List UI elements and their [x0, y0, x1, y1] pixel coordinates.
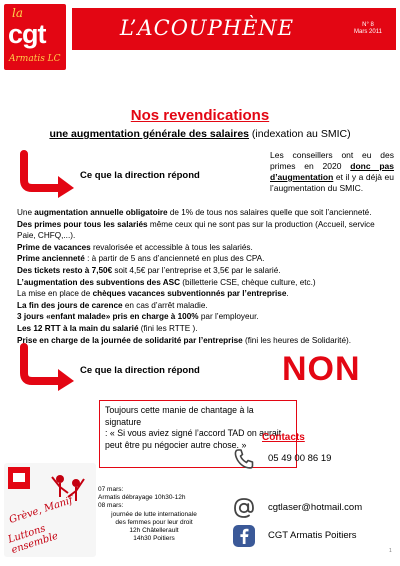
page-number: 1	[389, 548, 392, 554]
demand-item-text: revalorisée et accessible à tous les salariés.	[90, 242, 253, 252]
contact-facebook	[232, 524, 398, 550]
demand-item-bold: Prise en charge de la journée de solidarité par l’entreprise	[17, 335, 243, 345]
demand-item-bold: Les 12 RTT à la main du salarié	[17, 323, 139, 333]
calendar-line: 12h Châtellerault	[129, 527, 179, 535]
demand-item	[17, 230, 395, 242]
demand-item	[17, 323, 395, 335]
demand-item-bold: chèques vacances subventionnés par l’entreprise	[92, 289, 287, 299]
subtitle-rest: (indexation au SMIC)	[249, 128, 351, 140]
demand-item-text: en cas d’arrêt maladie.	[122, 300, 208, 310]
facebook-icon	[232, 524, 256, 548]
demand-item-text: (billetterie CSE, chèque culture, etc.)	[180, 277, 316, 287]
demand-item-bold: L’augmentation des subventions des ASC	[17, 277, 181, 287]
subtitle	[0, 128, 400, 140]
red-arrow-icon	[14, 343, 78, 391]
demand-item	[17, 277, 395, 289]
cgt-logo	[4, 4, 66, 70]
contact-phone	[232, 447, 398, 473]
demands-list	[17, 207, 395, 346]
demand-item-bold: augmentation annuelle obligatoire	[34, 208, 168, 217]
demand-item	[17, 242, 395, 254]
issue-info	[342, 22, 394, 36]
demand-item	[17, 288, 395, 300]
subtitle-bold: une augmentation générale des salaires	[49, 128, 250, 140]
note-line-2: : « Si vous aviez signé l’accord TAD on aurait	[105, 428, 282, 438]
logo-armatis-text: Armatis LC	[9, 54, 61, 64]
response-text-before: Les conseillers ont eu des primes en 2020	[270, 150, 394, 171]
demand-item-bold: La fin des jours de carence	[17, 300, 123, 310]
demand-item-text: soit 4,5€ par l’entreprise et 3,5€ par le salarié.	[112, 265, 281, 275]
issue-date: Mars 2011	[354, 29, 382, 35]
contact-email	[232, 496, 398, 522]
response-text-after: et il y a déjà eu l’augmentation du SMIC.	[270, 172, 394, 193]
at-sign-icon	[232, 496, 256, 520]
demand-item	[17, 265, 395, 277]
main-title: Nos revendications	[130, 107, 270, 124]
strike-text-1: Grève, Manif	[7, 495, 75, 526]
direction-response-label: Ce que la direction répond	[80, 170, 200, 181]
demand-item-text: (fini les RTTE ).	[138, 323, 198, 333]
contacts-title: Contacts	[262, 432, 305, 443]
demand-item	[17, 300, 395, 312]
calendar-line: 07 mars:	[98, 486, 124, 493]
calendar-line: Armatis débrayage 10h30-12h	[98, 494, 186, 502]
calendar-line: journée de lutte internationale	[111, 510, 197, 518]
demand-item-text: Paie, CHFQ,...).	[17, 231, 76, 241]
demand-item-text: de 1% de tous nos salaires quelle que soit l’ancienneté.	[167, 208, 372, 217]
demand-item-text: même ceux qui ne sont pas sur la production (Accueil, service	[147, 219, 375, 229]
direction-response-label-2: Ce que la direction répond	[80, 365, 200, 376]
demand-item-text: .	[286, 289, 289, 299]
calendar-line: 08 mars:	[98, 502, 124, 510]
email-address: cgtlaser@hotmail.com	[268, 502, 363, 513]
header	[0, 0, 400, 72]
red-arrow-icon	[14, 150, 78, 198]
demand-item	[17, 311, 395, 323]
demand-item-text: Une	[17, 208, 35, 217]
note-line-3: peut être pu négocier autre chose. »	[105, 439, 247, 450]
direction-response-text	[270, 150, 394, 194]
demand-item-text: : à partir de 5 ans d’ancienneté en plus des CPA.	[84, 254, 265, 264]
title-banner	[72, 8, 396, 50]
events-calendar	[98, 486, 210, 543]
strike-illustration	[4, 463, 96, 557]
demand-item	[17, 219, 395, 231]
issue-number: N° 8	[362, 22, 374, 28]
demand-item-bold: Prime de vacances	[17, 242, 91, 252]
demand-item-bold: Des tickets resto à 7,50€	[17, 265, 113, 275]
logo-cgt-text: cgt	[8, 19, 46, 49]
non-answer: NON	[282, 350, 361, 388]
demand-item-bold: Des primes pour tous les salariés	[17, 219, 148, 229]
logo-la-text: la	[12, 6, 23, 20]
demand-item-bold: Prime ancienneté	[17, 254, 85, 264]
calendar-line: 14h30 Poitiers	[133, 535, 175, 543]
demand-item-bold: 3 jours «enfant malade» pris en charge à 100%	[17, 312, 199, 322]
demand-item-text: par l’employeur.	[198, 312, 259, 322]
facebook-page: CGT Armatis Poitiers	[268, 530, 357, 541]
demand-item-text: (fini les heures de Solidarité).	[242, 335, 352, 345]
response-text-emphasis: donc pas d’augmentation	[270, 161, 395, 182]
newsletter-title: L’ACOUPHÈNE	[119, 16, 295, 40]
note-line-1: Toujours cette manie de chantage à la signature	[105, 405, 254, 427]
calendar-line: des femmes pour leur droit	[115, 518, 193, 526]
strike-text-2: Luttons ensemble	[6, 523, 60, 557]
demand-item	[17, 253, 395, 265]
demand-item	[17, 207, 395, 219]
phone-icon	[232, 447, 256, 471]
phone-number: 05 49 00 86 19	[268, 453, 332, 464]
demand-item-text: La mise en place de	[17, 289, 93, 299]
